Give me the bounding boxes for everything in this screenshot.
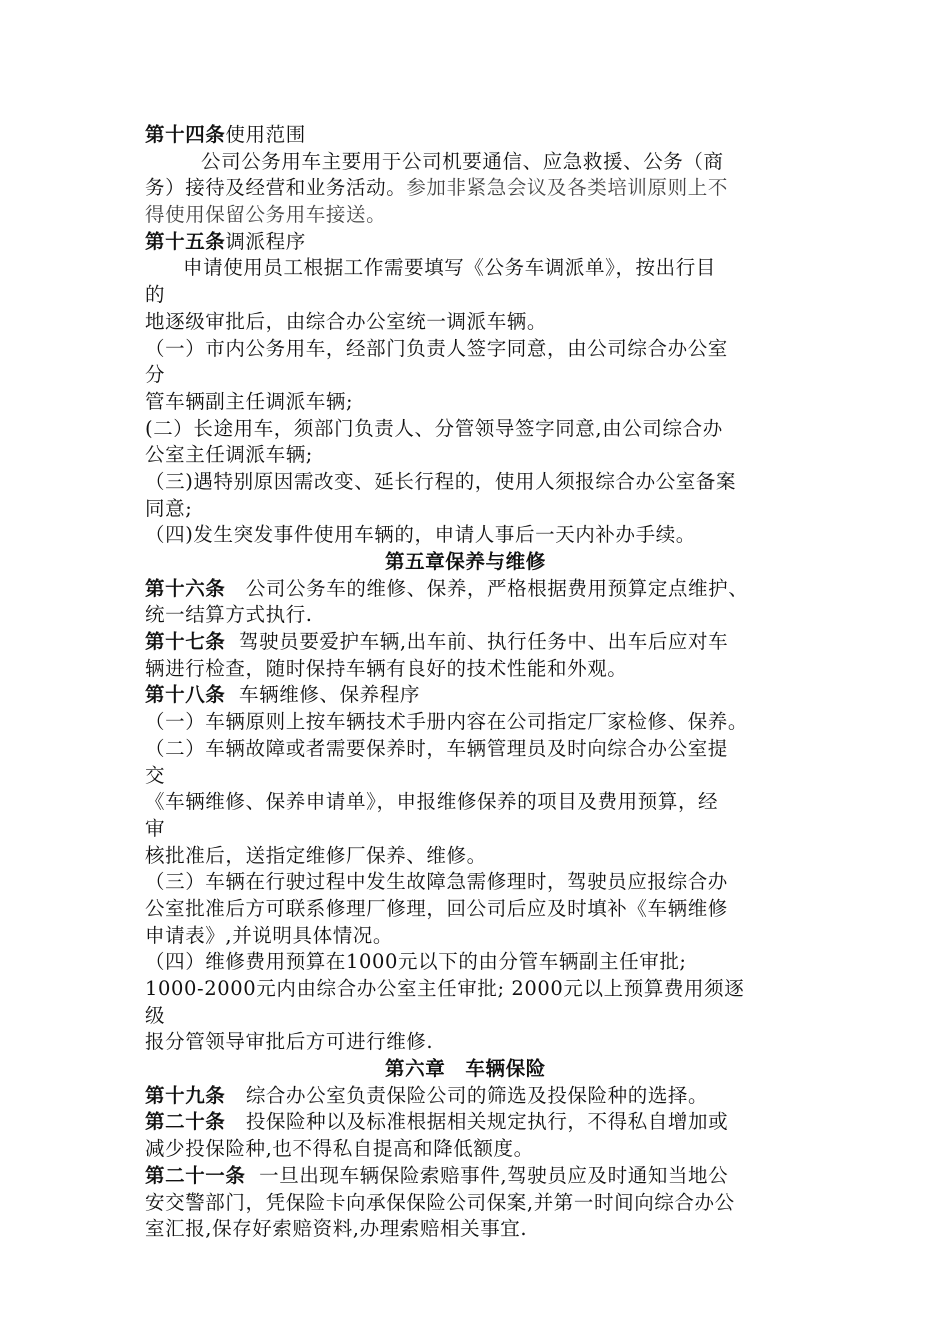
text-line: 分 — [145, 363, 166, 387]
article-title: 车辆维修、保养程序 — [239, 683, 420, 707]
text-line: （二）车辆故障或者需要保养时，车辆管理员及时向综合办公室提 — [145, 736, 728, 760]
text-line: 辆进行检查，随时保持车辆有良好的技术性能和外观。 — [145, 656, 628, 680]
text-line: 《车辆维修、保养申请单》，申报维修保养的项目及费用预算，经 — [145, 790, 719, 814]
text-line: 地逐级审批后，由综合办公室统一调派车辆。 — [145, 309, 548, 333]
text-line: 得使用保留公务用车接送。 — [145, 203, 387, 227]
text-line: (二）长途用车，须部门负责人、分管领导签字同意,由公司综合办 — [145, 416, 723, 440]
article-14-heading — [145, 122, 815, 149]
article-title: 调派程序 — [225, 229, 306, 253]
text-line: 1000-2000元内由综合办公室主任审批; 2000元以上预算费用须逐 — [145, 977, 745, 1000]
text-line: （四)发生突发事件使用车辆的，申请人事后一天内补办手续。 — [145, 523, 696, 547]
text-line: 同意; — [145, 496, 193, 520]
article-21: 第二十一条 一旦出现车辆保险索赔事件,驾驶员应及时通知当地公 — [145, 1163, 729, 1187]
text-line: （四）维修费用预算在1000元以下的由分管车辆副主任审批; — [145, 950, 687, 974]
text-line: 务）接待及经营和业务活动。参加非紧急会议及各类培训原则上不 — [145, 176, 728, 200]
article-label: 第十四条 — [145, 123, 226, 146]
text-line: 级 — [145, 1003, 166, 1027]
article-19: 第十九条 综合办公室负责保险公司的筛选及投保险种的选择。 — [145, 1083, 709, 1107]
text-line: 公室批准后方可联系修理厂修理，回公司后应及时填补《车辆维修 — [145, 896, 728, 920]
article-20: 第二十条 投保险种以及标准根据相关规定执行，不得私自增加或 — [145, 1110, 729, 1134]
text-line: 减少投保险种,也不得私自提高和降低额度。 — [145, 1137, 534, 1161]
article-17: 第十七条 驾驶员要爱护车辆,出车前、执行任务中、出车后应对车 — [145, 630, 729, 654]
article-label: 第十九条 — [145, 1083, 226, 1107]
text-line: 报分管领导审批后方可进行维修. — [145, 1030, 434, 1054]
text-line: 公室主任调派车辆; — [145, 443, 313, 467]
text-line: （三）车辆在行驶过程中发生故障急需修理时，驾驶员应报综合办 — [145, 870, 728, 894]
text-line: 的 — [145, 283, 166, 307]
text-line: 管车辆副主任调派车辆; — [145, 389, 354, 413]
article-label: 第十六条 — [145, 576, 226, 600]
article-16: 第十六条 公司公务车的维修、保养，严格根据费用预算定点维护、 — [145, 576, 749, 600]
article-label: 第十七条 — [145, 630, 226, 654]
text-line: 交 — [145, 763, 166, 787]
article-label: 第二十一条 — [145, 1163, 246, 1187]
article-15-heading — [145, 229, 815, 256]
document-page — [145, 122, 815, 1243]
text-line: （三)遇特别原因需改变、延长行程的，使用人须报综合办公室备案 — [145, 469, 737, 493]
chapter-5-title: 第五章保养与维修 — [385, 550, 546, 573]
text-line: 统一结算方式执行. — [145, 603, 313, 627]
text-line: 核批准后，送指定维修厂保养、维修。 — [145, 843, 487, 867]
article-title: 使用范围 — [225, 123, 306, 146]
article-18-heading — [145, 682, 815, 709]
article-label: 第十五条 — [145, 229, 226, 253]
text-line: 安交警部门，凭保险卡向承保保险公司保案,并第一时间向综合办公 — [145, 1190, 735, 1214]
text-line: 申请表》,并说明具体情况。 — [145, 923, 393, 947]
article-label: 第二十条 — [145, 1110, 226, 1134]
text-line: （一）市内公务用车，经部门负责人签字同意，由公司综合办公室 — [145, 336, 728, 360]
text-line: （一）车辆原则上按车辆技术手册内容在公司指定厂家检修、保养。 — [145, 710, 749, 734]
text-line: 公司公务用车主要用于公司机要通信、应急救援、公务（商 — [201, 149, 724, 173]
chapter-6-title: 第六章 车辆保险 — [385, 1057, 546, 1081]
text-line: 申请使用员工根据工作需要填写《公务车调派单》，按出行目 — [183, 256, 716, 280]
text-line: 室汇报,保存好索赔资料,办理索赔相关事宜. — [145, 1217, 528, 1241]
article-label: 第十八条 — [145, 683, 226, 707]
text-line: 审 — [145, 816, 166, 840]
